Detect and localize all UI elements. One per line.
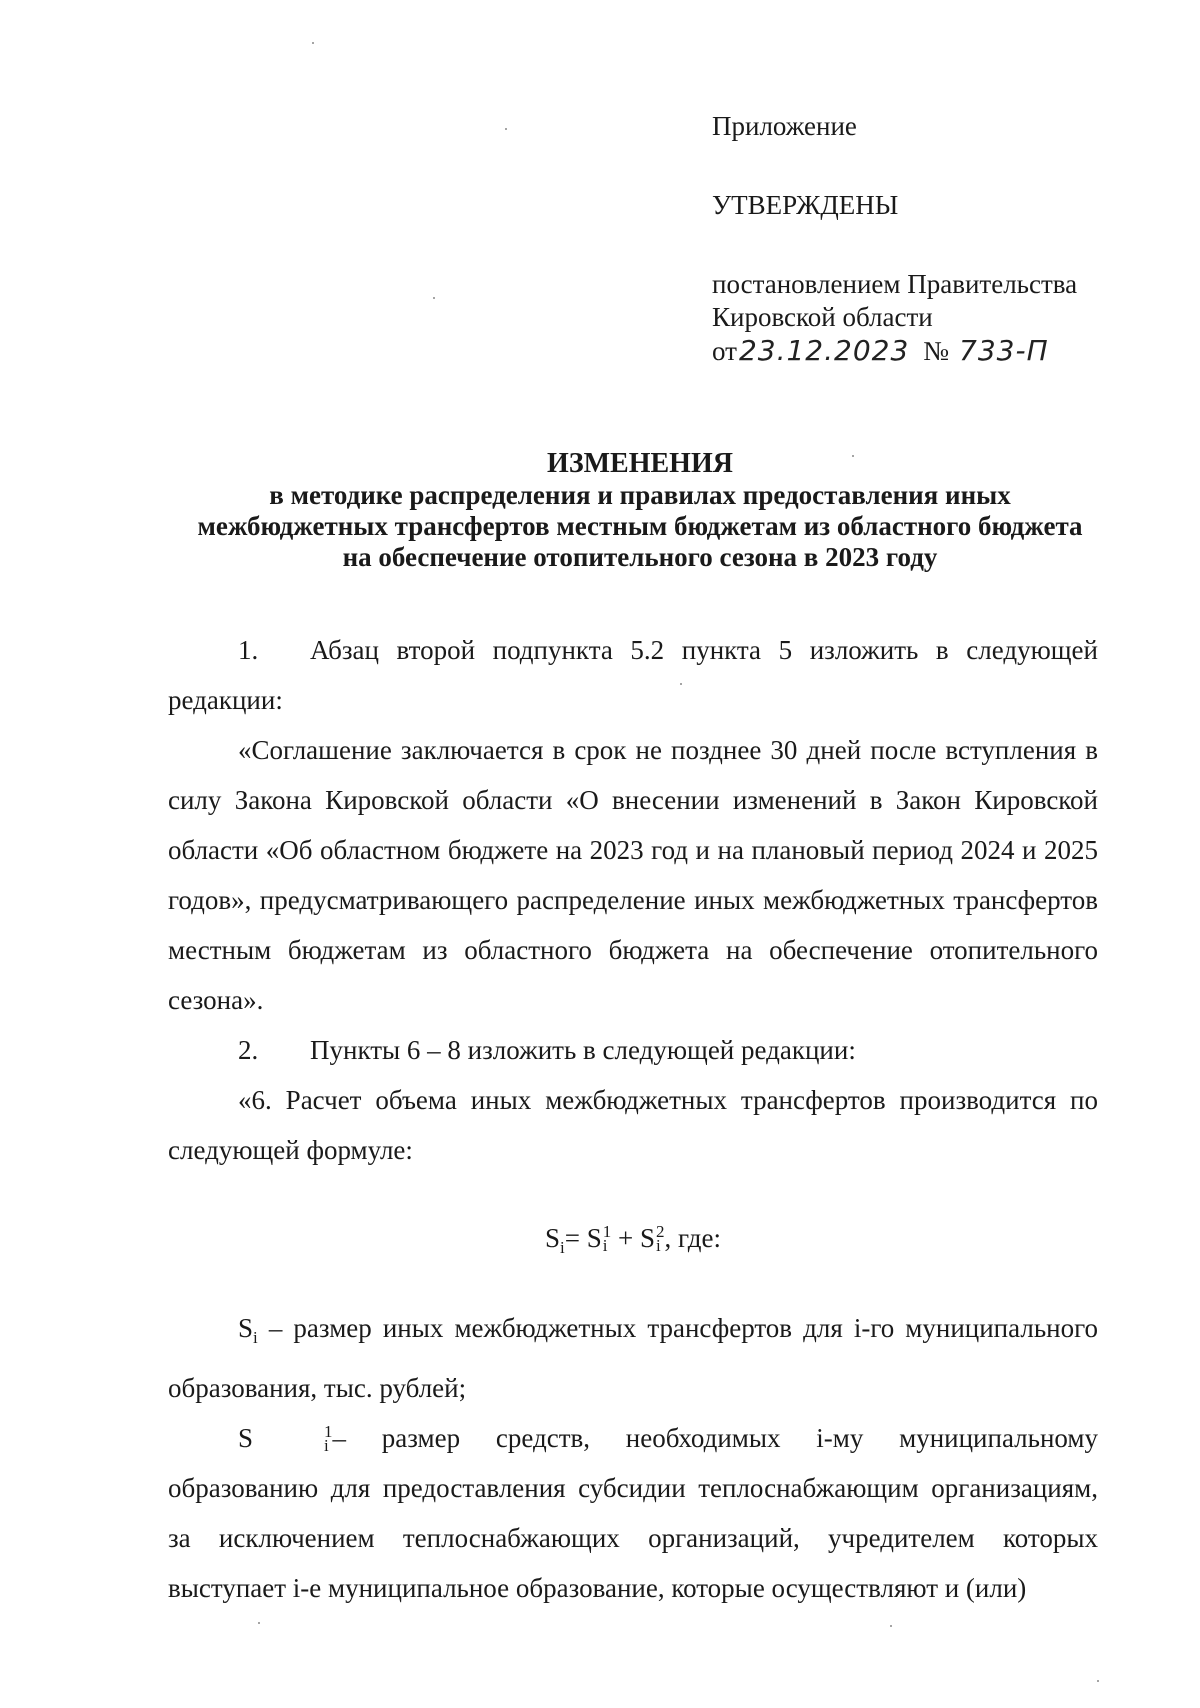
decree-date-number-line (712, 334, 1152, 368)
handwritten-number: 733-П (959, 334, 1049, 367)
symbol-si: $S_i$ (238, 1313, 258, 1347)
definition-si: $S_i$ – размер иных межбюджетных трансфертов для i-го муниципального образования, тыс. рублей; (168, 1313, 1098, 1403)
formula-tail: , где: (664, 1223, 721, 1253)
title-line-2: межбюджетных трансфертов местным бюджетам из областного бюджета (197, 511, 1083, 541)
item-1-text: Абзац второй подпункта 5.2 пункта 5 изложить в следующей редакции: (168, 635, 1098, 715)
title-main: ИЗМЕНЕНИЯ (547, 448, 733, 479)
symbol-si1: S 1 i (238, 1421, 333, 1455)
scan-speck (890, 1625, 892, 1627)
approved-label: УТВЕРЖДЕНЫ (712, 190, 899, 220)
item-2-text: Пункты 6 – 8 изложить в следующей редакции: (310, 1035, 856, 1065)
decree-line-1: постановлением Правительства (712, 269, 1078, 299)
scan-speck (852, 455, 854, 457)
title-line-1: в методике распределения и правилах предоставления иных (269, 480, 1011, 510)
item-2-number: 2. (238, 1035, 259, 1065)
scan-speck (505, 128, 507, 130)
from-label: от (712, 336, 737, 366)
formula-s-total: $S_i$ (545, 1223, 565, 1257)
formula-plus: + (611, 1223, 641, 1253)
handwritten-date: 23.12.2023 (738, 334, 910, 367)
approval-stamp-block (712, 110, 1152, 368)
paragraph-6: «6. Расчет объема иных межбюджетных трансфертов производится по следующей формуле: (168, 1085, 1098, 1165)
scan-speck (433, 297, 435, 299)
formula-s1: S 1 i (586, 1221, 612, 1255)
item-1 (168, 625, 1098, 725)
scan-speck (1097, 1680, 1099, 1682)
scan-speck (680, 683, 682, 685)
formula-s2: S 2 i (640, 1221, 665, 1255)
title-line-3: на обеспечение отопительного сезона в 2023 году (342, 542, 938, 572)
formula (168, 1213, 1098, 1273)
formula-equals: = (564, 1223, 587, 1253)
scan-speck (312, 42, 314, 44)
scan-speck (258, 1622, 260, 1624)
appendix-label: Приложение (712, 111, 857, 141)
document-title (150, 448, 1130, 573)
document-body (168, 625, 1098, 1613)
item-2 (168, 1025, 1098, 1075)
quote-paragraph: «Соглашение заключается в срок не позднее 30 дней после вступления в силу Закона Кировской области «О внесении изменений в Закон Кировской области «Об областном бюджете на 2023 год и на плановый период 2024 и 2025 годов», предусматривающего распределение иных межбюджетных трансфертов местным бюджетам из областного бюджета на обеспечение отопительного сезона». (168, 735, 1098, 1015)
item-1-number: 1. (238, 635, 259, 665)
decree-line-2: Кировской области (712, 302, 933, 332)
number-sign: № (923, 336, 950, 366)
definition-si1: S 1 i – размер средств, необходимых i-му муниципальному образованию для предоставления субсидии теплоснабжающим организациям, за исключением теплоснабжающих организаций, учредителем которых выступает i-е муниципальное образование, которые осуществляют и (или) (168, 1421, 1098, 1603)
